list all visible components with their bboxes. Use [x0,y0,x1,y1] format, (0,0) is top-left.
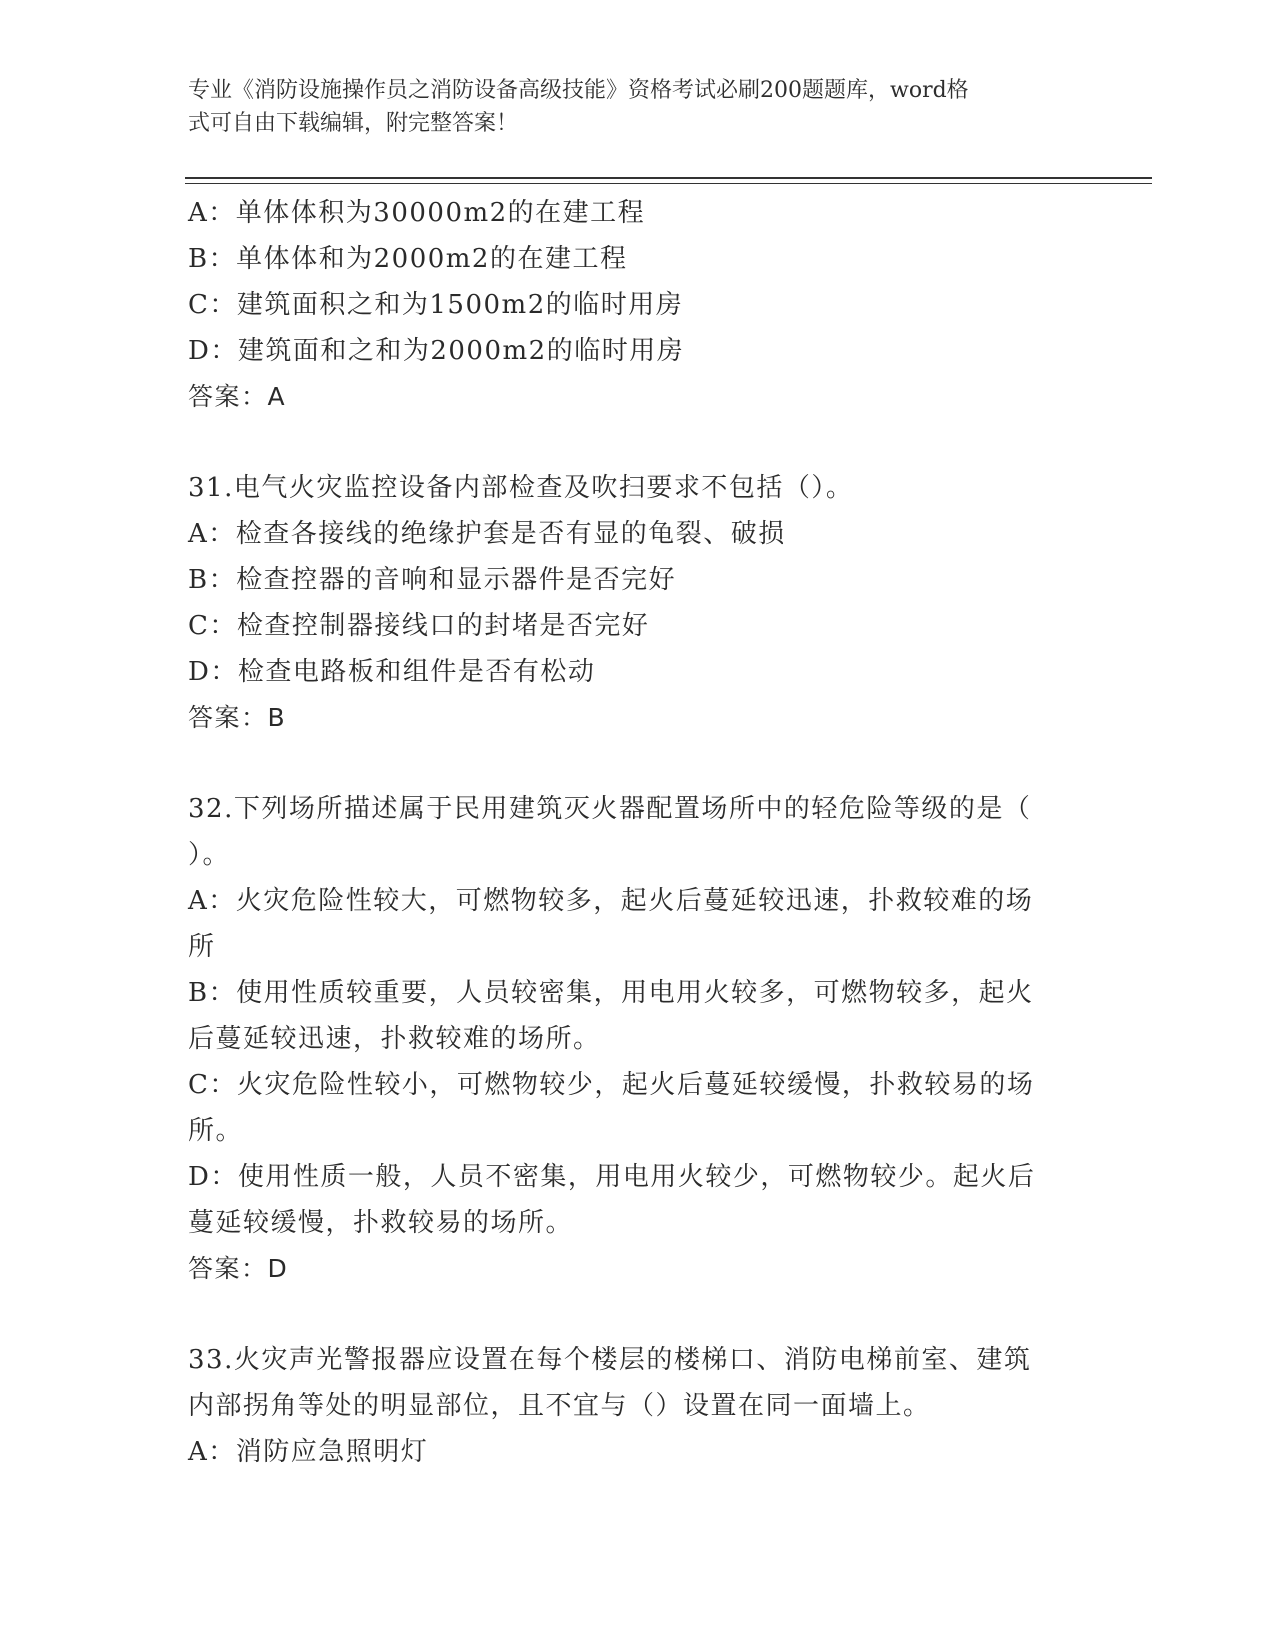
header-line: 专业《消防设施操作员之消防设备高级技能》资格考试必刷200题题库，word格 [188,78,969,103]
option-b-cont: 后蔓延较迅速，扑救较难的场所。 [188,1024,601,1054]
question-32 [188,786,1078,1292]
option-a: A：消防应急照明灯 [188,1437,429,1467]
header-line: 式可自由下载编辑，附完整答案！ [188,111,519,136]
option-d: D：检查电路板和组件是否有松动 [188,657,596,687]
option-d: D：建筑面和之和为2000m2的临时用房 [188,336,685,366]
question-stem-cont: 内部拐角等处的明显部位，且不宜与（）设置在同一面墙上。 [188,1391,931,1421]
option-c: C：检查控制器接线口的封堵是否完好 [188,611,650,641]
question-30 [188,190,1078,420]
option-a: A：火灾危险性较大，可燃物较多，起火后蔓延较迅速，扑救较难的场 [188,886,1034,916]
option-c: C：建筑面积之和为1500m2的临时用房 [188,290,684,320]
option-a: A：检查各接线的绝缘护套是否有显的龟裂、破损 [188,519,786,549]
question-stem: 32.下列场所描述属于民用建筑灭火器配置场所中的轻危险等级的是（ [188,794,1032,824]
option-d: D：使用性质一般，人员不密集，用电用火较少，可燃物较少。起火后 [188,1162,1036,1192]
question-stem: 31.电气火灾监控设备内部检查及吹扫要求不包括（）。 [188,473,854,503]
option-a: A：单体体积为30000m2的在建工程 [188,198,646,228]
question-stem-cont: ）。 [188,840,231,870]
option-c: C：火灾危险性较小，可燃物较少，起火后蔓延较缓慢，扑救较易的场 [188,1070,1035,1100]
header-divider-thin [185,183,1152,184]
option-b: B：使用性质较重要，人员较密集，用电用火较多，可燃物较多，起火 [188,978,1034,1008]
header-divider [185,177,1152,179]
question-stem: 33.火灾声光警报器应设置在每个楼层的楼梯口、消防电梯前室、建筑 [188,1345,1032,1375]
option-a-cont: 所 [188,932,216,962]
option-b: B：单体体和为2000m2的在建工程 [188,244,628,274]
option-c-cont: 所。 [188,1116,244,1146]
question-list [188,190,1078,1475]
option-d-cont: 蔓延较缓慢，扑救较易的场所。 [188,1208,574,1238]
option-b: B：检查控器的音响和显示器件是否完好 [188,565,677,595]
document-header [188,74,1068,140]
answer: 答案：D [188,1254,289,1283]
answer: 答案：B [188,703,287,732]
answer: 答案：A [188,382,287,411]
question-31 [188,465,1078,741]
question-33 [188,1337,1078,1475]
